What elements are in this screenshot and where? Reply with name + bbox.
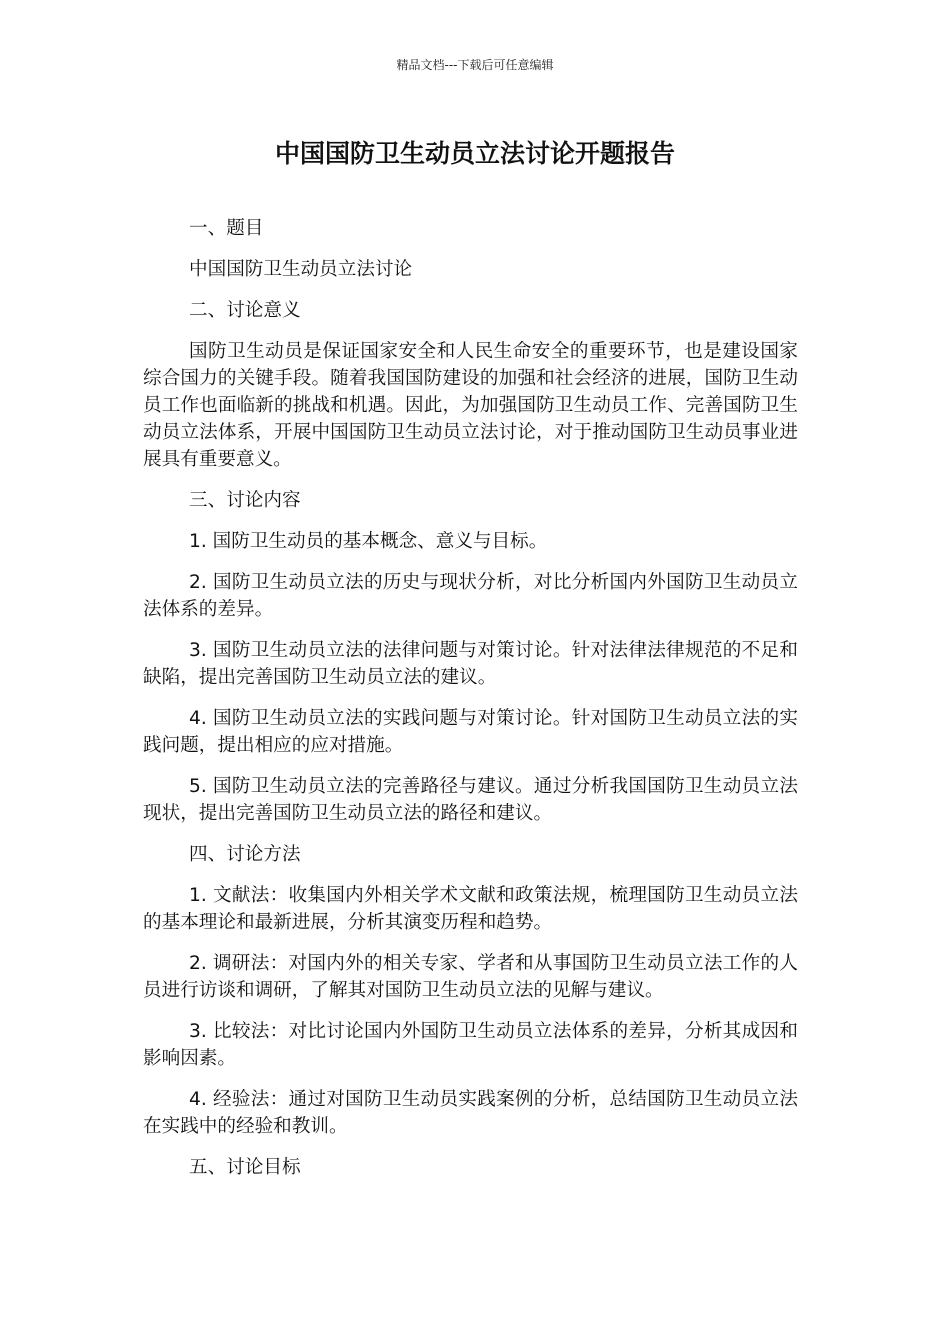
document-title: 中国国防卫生动员立法讨论开题报告 — [274, 139, 675, 168]
content-item-1: 1. 国防卫生动员的基本概念、意义与目标。 — [189, 531, 548, 552]
topic-text: 中国国防卫生动员立法讨论 — [189, 259, 413, 280]
method-item-1: 1. 文献法：收集国内外相关学术文献和政策法规，梳理国防卫生动员立法的基本理论和最新进展，分析其演变历程和趋势。 — [143, 885, 798, 933]
section-heading-goals: 五、讨论目标 — [189, 1157, 301, 1178]
method-item-3: 3. 比较法：对比讨论国内外国防卫生动员立法体系的差异，分析其成因和影响因素。 — [143, 1021, 798, 1069]
section-heading-topic: 一、题目 — [189, 218, 264, 239]
content-item-5: 5. 国防卫生动员立法的完善路径与建议。通过分析我国国防卫生动员立法现状，提出完善国防卫生动员立法的路径和建议。 — [143, 776, 798, 824]
content-item-3: 3. 国防卫生动员立法的法律问题与对策讨论。针对法律法律规范的不足和缺陷，提出完善国防卫生动员立法的建议。 — [143, 640, 798, 688]
method-item-4: 4. 经验法：通过对国防卫生动员实践案例的分析，总结国防卫生动员立法在实践中的经验和教训。 — [143, 1089, 798, 1137]
section-heading-significance: 二、讨论意义 — [189, 300, 301, 321]
content-item-4: 4. 国防卫生动员立法的实践问题与对策讨论。针对国防卫生动员立法的实践问题，提出相应的应对措施。 — [143, 708, 798, 756]
document-body — [143, 215, 798, 1195]
header-note: 精品文档---下载后可任意编辑 — [396, 58, 554, 72]
content-item-2: 2. 国防卫生动员立法的历史与现状分析，对比分析国内外国防卫生动员立法体系的差异。 — [143, 572, 798, 620]
section-heading-content: 三、讨论内容 — [189, 490, 301, 511]
section-heading-methods: 四、讨论方法 — [189, 844, 301, 865]
significance-paragraph: 国防卫生动员是保证国家安全和人民生命安全的重要环节，也是建设国家综合国力的关键手段。随着我国国防建设的加强和社会经济的进展，国防卫生动员工作也面临新的挑战和机遇。因此，为加强国防卫生动员工作、完善国防卫生动员立法体系，开展中国国防卫生动员立法讨论，对于推动国防卫生动员事业进展具有重要意义。 — [143, 341, 798, 470]
method-item-2: 2. 调研法：对国内外的相关专家、学者和从事国防卫生动员立法工作的人员进行访谈和调研，了解其对国防卫生动员立法的见解与建议。 — [143, 953, 798, 1001]
